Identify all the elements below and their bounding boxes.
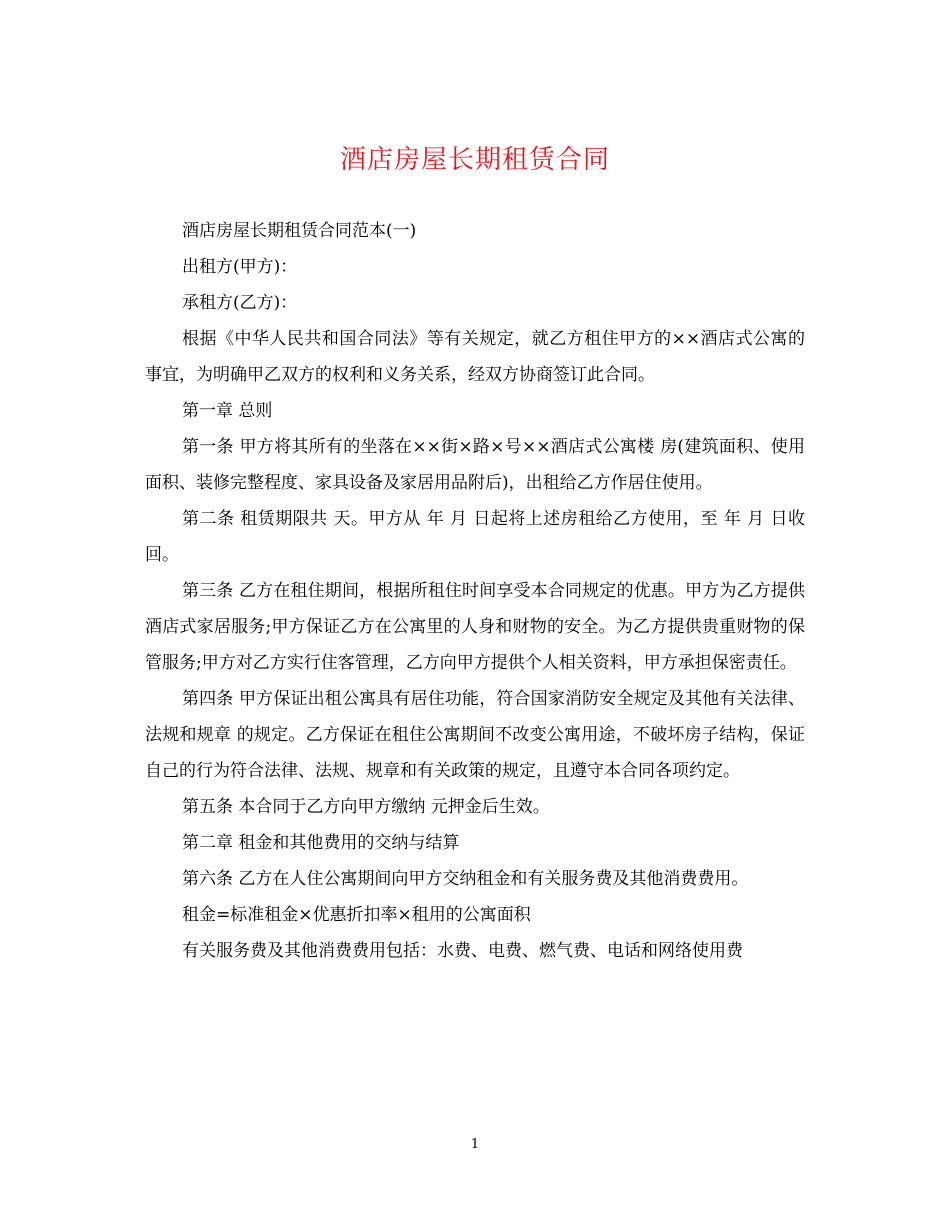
document-title: 酒店房屋长期租赁合同	[339, 145, 610, 175]
article-1: 第一条 甲方将其所有的坐落在××街×路×号××酒店式公寓楼 房(建筑面积、使用面积、装修完整程度、家具设备及家居用品附后)，出租给乙方作居住使用。	[145, 437, 805, 493]
fees-description: 有关服务费及其他消费费用包括：水费、电费、燃气费、电话和网络使用费	[182, 941, 743, 961]
paragraph-preamble: 根据《中华人民共和国合同法》等有关规定，就乙方租住甲方的××酒店式公寓的事宜，为明确甲乙双方的权利和义务关系，经双方协商签订此合同。	[145, 329, 805, 385]
document-body	[145, 213, 805, 969]
chapter-heading-2: 第二章 租金和其他费用的交纳与结算	[182, 833, 460, 853]
article-6: 第六条 乙方在人住公寓期间向甲方交纳租金和有关服务费及其他消费费用。	[182, 869, 749, 889]
chapter-heading-1: 第一章 总则	[182, 401, 273, 421]
rent-formula: 租金=标准租金×优惠折扣率×租用的公寓面积	[182, 905, 531, 925]
paragraph-template-name: 酒店房屋长期租赁合同范本(一)	[182, 221, 417, 241]
paragraph-lessor: 出租方(甲方)：	[182, 257, 298, 277]
page-number: 1	[470, 1137, 480, 1152]
article-2: 第二条 租赁期限共 天。甲方从 年 月 日起将上述房租给乙方使用，至 年 月 日收回。	[145, 509, 805, 565]
paragraph-lessee: 承租方(乙方)：	[182, 293, 298, 313]
article-4: 第四条 甲方保证出租公寓具有居住功能，符合国家消防安全规定及其他有关法律、法规和规章 的规定。乙方保证在租住公寓期间不改变公寓用途，不破坏房子结构，保证自己的行为符合法律、法规、规章和有关政策的规定，且遵守本合同各项约定。	[145, 689, 805, 781]
article-5: 第五条 本合同于乙方向甲方缴纳 元押金后生效。	[182, 797, 550, 817]
article-3: 第三条 乙方在租住期间，根据所租住时间享受本合同规定的优惠。甲方为乙方提供酒店式家居服务;甲方保证乙方在公寓里的人身和财物的安全。为乙方提供贵重财物的保管服务;甲方对乙方实行住客管理，乙方向甲方提供个人相关资料，甲方承担保密责任。	[145, 581, 805, 673]
